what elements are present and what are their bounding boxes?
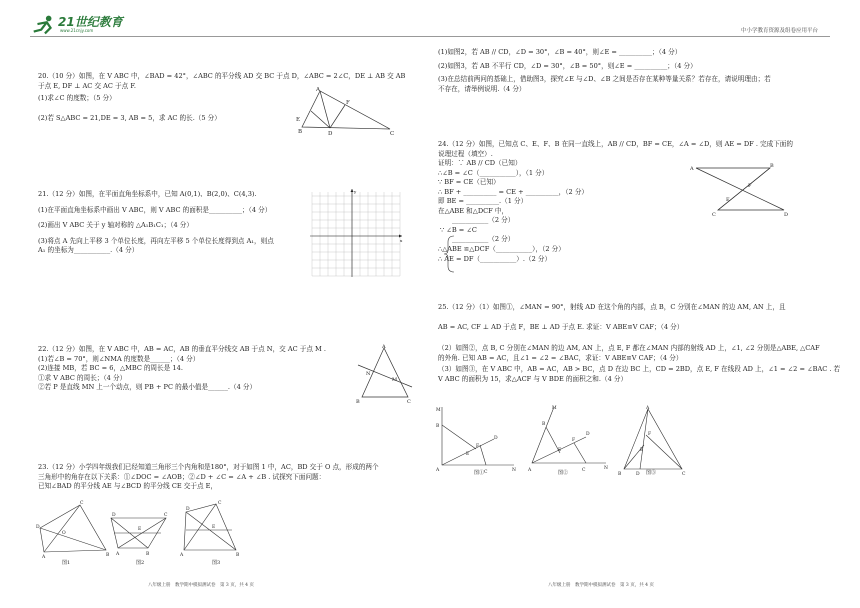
svg-text:A: A xyxy=(690,166,694,172)
svg-text:O: O xyxy=(62,531,66,536)
svg-text:C: C xyxy=(407,399,411,403)
svg-text:N: N xyxy=(366,371,371,377)
svg-text:F: F xyxy=(648,432,652,437)
svg-text:y: y xyxy=(354,189,357,194)
q23-fig1-caption: 图1 xyxy=(62,560,71,566)
q22-line1: 22.（12 分）如图，在 V ABC 中，AB = AC，AB 的垂直平分线交 AB 于点 N，交 AC 于点 M . xyxy=(38,345,326,353)
q24-line13: ∴ AE = DF（___________）.（2 分） xyxy=(438,254,552,263)
q25-line4: 的外角. 已知 AB = AC，且∠1 = ∠2 = ∠BAC，求证：V ABE≌V CAF；（4 分） xyxy=(438,353,683,362)
svg-text:F: F xyxy=(346,100,350,106)
svg-text:B: B xyxy=(436,424,440,429)
svg-text:F: F xyxy=(748,183,752,189)
svg-text:E: E xyxy=(558,448,562,453)
q20-figure xyxy=(290,85,395,137)
platform-name: 中小学教育资源及组卷应用平台 xyxy=(740,28,818,34)
svg-text:E: E xyxy=(138,527,142,532)
q24-line6: ∴ BF + __________ = CE + __________，（2 分） xyxy=(438,187,589,196)
svg-text:A: A xyxy=(116,552,120,557)
header-divider xyxy=(30,36,830,37)
svg-text:D: D xyxy=(636,472,640,477)
q23-line2: 三角形中的角存在以下关系：①∠DOC = ∠AOB；②∠D + ∠C = ∠A + ∠B . 试探究下面问题： xyxy=(38,472,326,481)
q25-figures xyxy=(436,405,706,477)
q21-line2: (1)在平面直角坐标系中画出 V ABC，则 V ABC 的面积是__________；（4 分） xyxy=(38,205,272,214)
svg-text:D: D xyxy=(186,507,190,512)
q24-line1: 24.（12 分）如图，已知点 C、E、F、B 在同一直线上，AB // CD，BF = CE，∠A = ∠D，则 AE = DF . 完成下面的 xyxy=(438,140,793,148)
q24-line2: 说理过程（填空）. xyxy=(438,149,493,158)
q24-line7: 即 BE = __________.（1 分） xyxy=(438,197,528,206)
q24-line4: ∴∠B = ∠C（___________），（1 分） xyxy=(438,168,549,177)
q21-coordinate-grid xyxy=(308,187,406,279)
svg-text:B: B xyxy=(146,552,150,557)
q24-brace xyxy=(440,234,460,274)
svg-text:M: M xyxy=(392,377,398,383)
q22-figure xyxy=(352,343,422,403)
q20-line3: (1)求∠C 的度数；（5 分） xyxy=(38,94,116,103)
svg-text:D: D xyxy=(494,436,498,441)
svg-text:A: A xyxy=(528,468,532,473)
q22-line3: (2)连接 MB，若 BC = 6，△MBC 的周长是 14. xyxy=(38,364,183,373)
right-footer: 八年级上册 数学期中模拟测试卷 第 3 页，共 4 页 xyxy=(548,583,654,588)
q25-fig1-caption: 图① xyxy=(474,470,485,476)
q22-line4: ①求 V ABC 的周长；（4 分） xyxy=(38,373,127,382)
svg-text:M: M xyxy=(552,406,557,411)
svg-text:C: C xyxy=(484,470,488,475)
svg-text:F: F xyxy=(572,438,576,443)
svg-text:B: B xyxy=(542,422,546,427)
q25-line1: 25.（12 分）（1）如图①，∠MAN = 90°，射线 AD 在这个角的内部，点 B，C 分别在∠MAN 的边 AM, AN 上，且 xyxy=(438,303,786,311)
svg-text:D: D xyxy=(784,212,789,218)
svg-text:A: A xyxy=(180,553,184,558)
q23b-line1: (1)如图2，若 AB // CD，∠D = 30°，∠B = 40°，则∠E = __________；（4 分） xyxy=(438,48,682,56)
q23-line3: 已知∠BAD 的平分线 AE 与∠BCD 的平分线 CE 交于点 E， xyxy=(38,482,218,491)
svg-text:B: B xyxy=(298,129,303,135)
svg-text:D: D xyxy=(328,131,333,137)
svg-text:A: A xyxy=(316,87,320,93)
svg-text:B: B xyxy=(106,553,110,558)
q25-fig2-caption: 图② xyxy=(558,470,569,476)
svg-text:B: B xyxy=(770,163,774,169)
logo-text: 21世纪教育 xyxy=(58,15,123,29)
svg-text:D: D xyxy=(586,432,590,437)
logo-url: www.21cnjy.com xyxy=(60,28,94,33)
svg-text:x: x xyxy=(400,238,403,243)
svg-text:F: F xyxy=(476,444,480,449)
q23b-line3: (3)在总结前两问的基础上，借助图3，探究∠E 与∠D、∠B 之间是否存在某种等量关系？若存在，请说明理由；若 xyxy=(438,75,771,84)
q25-line5: （3）如图③，在 V ABC 中，AB = AC，AB > BC，点 D 在边 BC 上，CD = 2BD，点 E, F 在线段 AD 上，∠1 = ∠2 = ∠BAC . 若 xyxy=(438,365,841,374)
q24-line11: ___________（2 分） xyxy=(452,235,515,244)
svg-text:E: E xyxy=(296,117,301,123)
runner-logo-icon xyxy=(30,14,58,36)
svg-text:E: E xyxy=(726,197,730,203)
q25-line6: V ABC 的面积为 15，求△ACF 与 V BDE 的面积之和.（4 分） xyxy=(438,374,628,383)
svg-text:E: E xyxy=(212,525,216,530)
svg-text:D: D xyxy=(112,513,116,518)
q23b-line2: (2)如图3，若 AB 不平行 CD，∠D = 30°，∠B = 50°，则∠E = __________；（4 分） xyxy=(438,61,697,70)
svg-text:A: A xyxy=(382,344,386,350)
svg-text:C: C xyxy=(712,212,716,218)
question-23-continued xyxy=(438,48,833,94)
q24-figure xyxy=(690,160,790,218)
q22-line2: (1)若∠B = 70°，则∠NMA 的度数是______；（4 分） xyxy=(38,354,200,363)
svg-text:C: C xyxy=(582,468,586,473)
svg-text:A: A xyxy=(436,468,440,473)
q23-fig3-caption: 图3 xyxy=(212,560,221,566)
q20-line4: (2)若 S△ABC = 21,DE = 3, AB = 5，求 AC 的长.（5 分） xyxy=(38,113,221,122)
q20-line1: 20.（10 分）如图，在 V ABC 中，∠BAD = 42°，∠ABC 的平分线 AD 交 BC 于点 D，∠ABC = 2∠C，DE ⊥ AB 交 AB xyxy=(38,72,406,80)
svg-text:E: E xyxy=(640,448,644,453)
svg-text:M: M xyxy=(436,408,441,413)
question-23 xyxy=(38,463,433,492)
q21-line4: (3)将点 A 先向上平移 3 个单位长度，再向左平移 5 个单位长度得到点 A₁，则点 xyxy=(38,236,274,245)
svg-text:C: C xyxy=(390,131,395,137)
svg-text:D: D xyxy=(36,525,40,530)
q24-line8: 在△ABE 和△DCF 中， xyxy=(438,206,509,215)
q24-line3: 证明：∵ AB // CD（已知） xyxy=(438,159,522,168)
q25-line2: AB = AC, CF ⊥ AD 于点 F，BE ⊥ AD 于点 E. 求证：V ABE≌V CAF；（4 分） xyxy=(438,322,684,331)
left-footer: 八年级上册 数学期中模拟测试卷 第 3 页，共 4 页 xyxy=(148,583,254,588)
q23-fig2-caption: 图2 xyxy=(136,560,145,566)
svg-text:N: N xyxy=(604,466,608,471)
svg-text:A: A xyxy=(42,555,46,560)
svg-text:B: B xyxy=(618,472,622,477)
q25-line3: （2）如图②，点 B, C 分别在∠MAN 的边 AM, AN 上，点 E, F 都在∠MAN 内部的射线 AD 上，∠1, ∠2 分别是△ABE, △CAF xyxy=(438,344,820,353)
q21-line5: A₁ 的坐标为___________.（4 分） xyxy=(38,246,139,255)
q24-line10: ∵ ∠B = ∠C xyxy=(440,225,477,234)
svg-text:C: C xyxy=(682,472,686,477)
q21-line3: (2)画出 V ABC 关于 y 轴对称的 △A₁B₁C₁；（4 分） xyxy=(38,221,193,230)
q24-line5: ∵ BF = CE（已知） xyxy=(438,178,500,187)
svg-text:B: B xyxy=(356,399,360,403)
svg-text:N: N xyxy=(512,468,516,473)
svg-text:C: C xyxy=(80,501,84,506)
svg-text:E: E xyxy=(466,452,470,457)
q24-line9: ___________（2 分） xyxy=(452,216,515,225)
q23-figures xyxy=(36,500,266,572)
q20-line2: 于点 E, DF ⊥ AC 交 AC 于点 F. xyxy=(38,81,136,90)
q22-line5: ②若 P 是直线 MN 上一个动点，则 PB + PC 的最小值是______.（4 分） xyxy=(38,383,257,392)
svg-text:C: C xyxy=(164,513,168,518)
svg-text:B: B xyxy=(236,553,240,558)
q25-fig3-caption: 图③ xyxy=(646,470,657,476)
svg-text:A: A xyxy=(646,406,650,411)
question-25 xyxy=(438,303,841,384)
svg-text:C: C xyxy=(218,501,222,506)
q24-line12: ∴△ABE ≌△DCF（___________），（2 分） xyxy=(438,245,565,254)
q21-line1: 21.（12 分）如图，在平面直角坐标系中，已知 A(0,1)、B(2,0)、C(4,3). xyxy=(38,190,257,198)
q23-line1: 23.（12 分）小学四年级我们已经知道三角形三个内角和是180°，对于如图 1 中，AC，BD 交于 O 点，形成的两个 xyxy=(38,463,379,471)
q23b-line4: 不存在，请举例说明.（4 分） xyxy=(438,84,526,93)
